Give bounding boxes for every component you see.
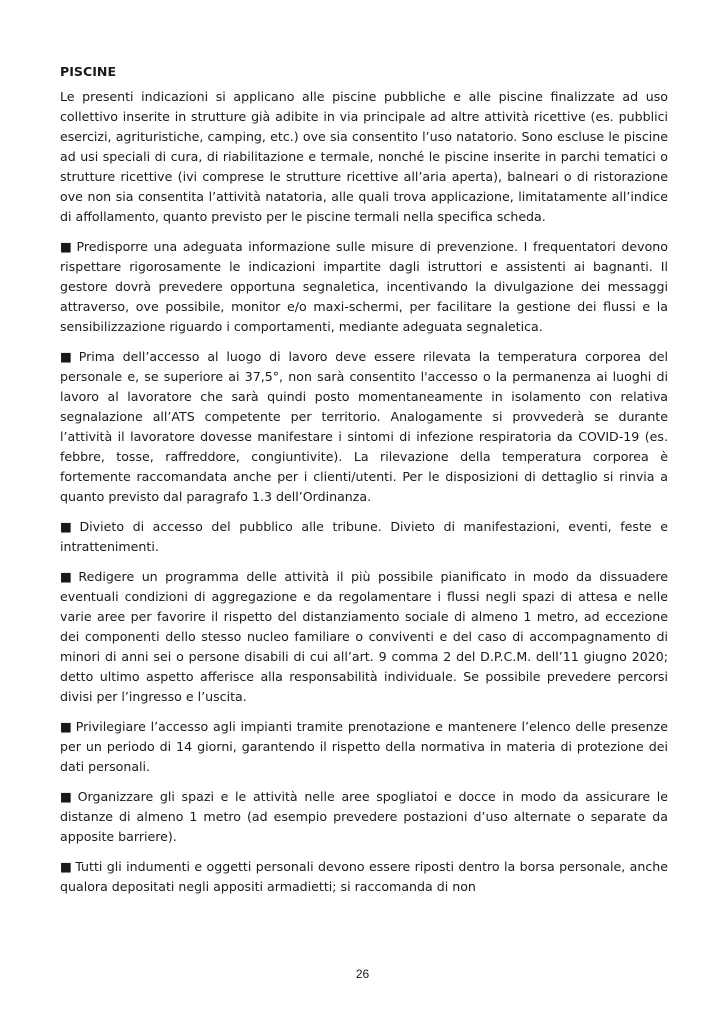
bullet-square-icon: ■: [60, 859, 73, 874]
bullet-square-icon: ■: [60, 789, 75, 804]
bullet-text: Divieto di accesso del pubblico alle tribune. Divieto di manifestazioni, eventi, feste e intrattenimenti.: [60, 519, 668, 554]
bullet-square-icon: ■: [60, 349, 76, 364]
bullet-square-icon: ■: [60, 719, 73, 734]
intro-paragraph: Le presenti indicazioni si applicano alle piscine pubbliche e alle piscine finalizzate ad uso collettivo inserite in strutture già adibite in via principale ad altre attività ricettive (es. pubblici esercizi, agrituristiche, camping, etc.) ove sia consentito l’uso natatorio. Sono escluse le piscine ad usi speciali di cura, di riabilitazione e termale, nonché le piscine inserite in parchi tematici o strutture ricettive (ivi comprese le strutture ricettive all’aria aperta), balneari o di ristorazione ove non sia consentita l’attività natatoria, alle quali trova applicazione, limitatamente all’indice di affollamento, quanto previsto per le piscine termali nella specifica scheda.: [60, 89, 668, 224]
bullet-text: Privilegiare l’accesso agli impianti tramite prenotazione e mantenere l’elenco delle presenze per un periodo di 14 giorni, garantendo il rispetto della normativa in materia di protezione dei dati personali.: [60, 719, 669, 774]
bullet-square-icon: ■: [60, 239, 74, 254]
bullet-text: Prima dell’accesso al luogo di lavoro deve essere rilevata la temperatura corporea del personale e, se superiore ai 37,5°, non sarà consentito l'accesso o la permanenza ai luoghi di lavoro al lavoratore che sarà quindi posto momentaneamente in isolamento con relativa segnalazione all’ATS competente per territorio. Analogamente si provvederà se durante l’attività il lavoratore dovesse manifestare i sintomi di infezione respiratoria da COVID-19 (es. febbre, tosse, raffreddore, congiuntivite). La rilevazione della temperatura corporea è fortemente raccomandata anche per i clienti/utenti. Per le disposizioni di dettaglio si rinvia a quanto previsto dal paragrafo 1.3 dell’Ordinanza.: [60, 349, 668, 504]
bullet-item: [60, 857, 668, 897]
bullet-item: [60, 347, 668, 507]
bullet-text: Predisporre una adeguata informazione sulle misure di prevenzione. I frequentatori devono rispettare rigorosamente le indicazioni impartite dagli istruttori e assistenti ai bagnanti. Il gestore dovrà prevedere opportuna segnaletica, incentivando la divulgazione dei messaggi attraverso, ove possibile, monitor e/o maxi-schermi, per facilitare la gestione dei flussi e la sensibilizzazione riguardo i comportamenti, mediante adeguata segnaletica.: [60, 239, 668, 334]
page-number: 26: [355, 967, 370, 981]
bullet-text: Redigere un programma delle attività il più possibile pianificato in modo da dissuadere eventuali condizioni di aggregazione e da regolamentare i flussi negli spazi di attesa e nelle varie aree per favorire il rispetto del distanziamento sociale di almeno 1 metro, ad eccezione dei componenti dello stesso nucleo familiare o conviventi e del caso di accompagnamento di minori di anni sei o persone disabili di cui all’art. 9 comma 2 del D.P.C.M. dell’11 giugno 2020; detto ultimo aspetto afferisce alla responsabilità individuale. Se possibile prevedere percorsi divisi per l’ingresso e l’uscita.: [60, 569, 668, 704]
bullet-item: [60, 717, 668, 777]
section-title: PISCINE: [60, 64, 117, 79]
bullet-item: [60, 567, 668, 707]
bullet-item: [60, 517, 668, 557]
bullet-square-icon: ■: [60, 569, 76, 584]
bullet-square-icon: ■: [60, 519, 77, 534]
bullet-item: [60, 237, 668, 337]
document-page: [60, 62, 668, 907]
bullet-text: Organizzare gli spazi e le attività nelle aree spogliatoi e docce in modo da assicurare le distanze di almeno 1 metro (ad esempio prevedere postazioni d’uso alternate o separate da apposite barriere).: [60, 789, 668, 844]
bullet-text: Tutti gli indumenti e oggetti personali devono essere riposti dentro la borsa personale, anche qualora depositati negli appositi armadietti; si raccomanda di non: [60, 859, 668, 894]
bullet-item: [60, 787, 668, 847]
